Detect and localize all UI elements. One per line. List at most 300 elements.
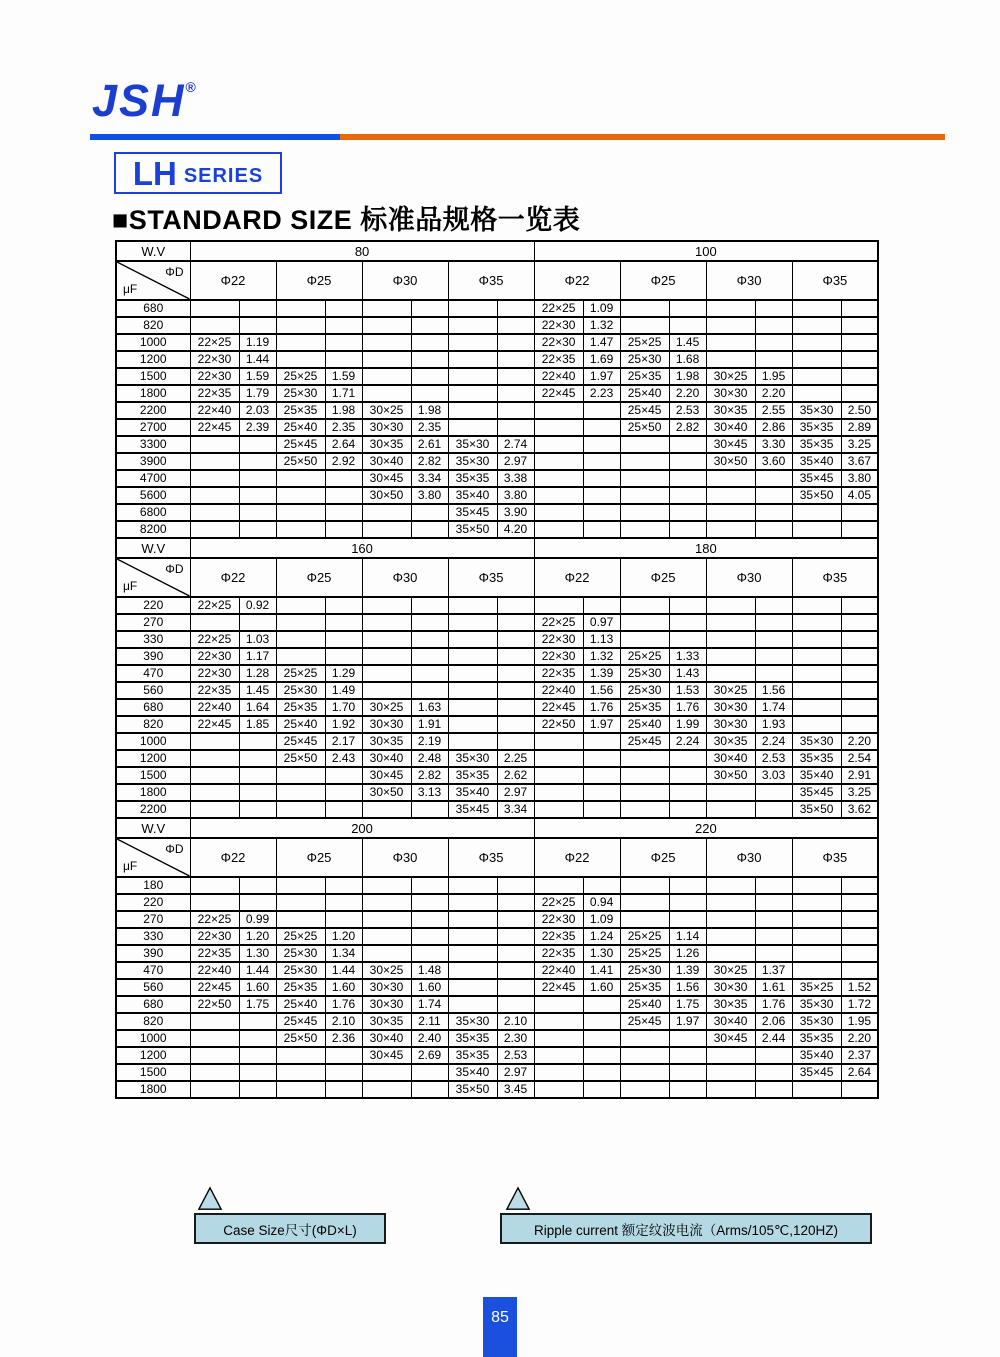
- ripple-current-cell: [411, 300, 448, 317]
- ripple-current-cell: 1.85: [239, 716, 276, 733]
- ripple-current-cell: 1.32: [583, 317, 620, 334]
- case-size-cell: [362, 928, 411, 945]
- case-size-cell: [276, 597, 325, 614]
- case-size-cell: [190, 1064, 239, 1081]
- ripple-current-cell: 1.97: [669, 1013, 706, 1030]
- ripple-current-cell: 1.03: [239, 631, 276, 648]
- case-size-cell: [706, 351, 755, 368]
- ripple-current-cell: [497, 402, 534, 419]
- ripple-current-cell: 2.97: [497, 453, 534, 470]
- case-size-cell: [190, 487, 239, 504]
- diagonal-header-cell: [116, 261, 190, 300]
- table-row: [116, 784, 878, 801]
- ripple-current-cell: 1.28: [239, 665, 276, 682]
- case-size-cell: 25×25: [620, 945, 669, 962]
- case-size-cell: [190, 614, 239, 631]
- case-size-cell: 30×30: [706, 385, 755, 402]
- ripple-current-cell: 1.98: [325, 402, 362, 419]
- case-size-cell: 35×40: [448, 784, 497, 801]
- case-size-cell: 30×40: [362, 453, 411, 470]
- ripple-current-cell: [239, 614, 276, 631]
- ripple-current-cell: 2.19: [411, 733, 448, 750]
- case-size-cell: 25×30: [620, 351, 669, 368]
- case-size-cell: 22×30: [534, 648, 583, 665]
- ripple-current-cell: 1.98: [669, 368, 706, 385]
- ripple-current-cell: [841, 648, 878, 665]
- case-size-cell: [190, 453, 239, 470]
- case-size-cell: 22×30: [190, 351, 239, 368]
- case-size-cell: 30×45: [362, 767, 411, 784]
- capacitance-cell: 1000: [116, 733, 190, 750]
- ripple-current-cell: [239, 784, 276, 801]
- case-size-cell: [534, 1030, 583, 1047]
- case-size-cell: 35×30: [792, 733, 841, 750]
- case-size-cell: [276, 334, 325, 351]
- case-size-cell: [276, 487, 325, 504]
- ripple-current-cell: [411, 631, 448, 648]
- case-size-cell: 25×45: [620, 402, 669, 419]
- capacitance-cell: 4700: [116, 470, 190, 487]
- case-size-cell: [620, 504, 669, 521]
- capacitance-cell: 1800: [116, 1081, 190, 1098]
- ripple-current-cell: 1.93: [755, 716, 792, 733]
- case-size-cell: [534, 767, 583, 784]
- ripple-current-cell: [411, 877, 448, 894]
- diameter-header-cell: Φ35: [792, 558, 878, 597]
- ripple-current-cell: [497, 699, 534, 716]
- case-size-cell: 35×35: [792, 436, 841, 453]
- ripple-current-cell: 1.45: [239, 682, 276, 699]
- ripple-current-cell: 2.20: [755, 385, 792, 402]
- ripple-current-cell: 3.38: [497, 470, 534, 487]
- diameter-header-cell: Φ22: [190, 261, 276, 300]
- case-size-cell: [620, 1030, 669, 1047]
- ripple-current-cell: 1.19: [239, 334, 276, 351]
- ripple-current-cell: [841, 877, 878, 894]
- ripple-current-cell: 2.89: [841, 419, 878, 436]
- ripple-current-cell: 2.82: [411, 453, 448, 470]
- case-size-cell: [620, 300, 669, 317]
- case-size-cell: [362, 894, 411, 911]
- diameter-header-cell: Φ30: [362, 558, 448, 597]
- ripple-current-cell: [669, 470, 706, 487]
- case-size-cell: [448, 402, 497, 419]
- table-row: [116, 877, 878, 894]
- standard-size-table: [115, 240, 879, 1099]
- table-row: [116, 419, 878, 436]
- working-voltage-row: [116, 818, 878, 838]
- ripple-current-cell: 3.34: [411, 470, 448, 487]
- ripple-current-cell: [669, 317, 706, 334]
- capacitance-cell: 180: [116, 877, 190, 894]
- case-size-cell: 35×30: [792, 996, 841, 1013]
- case-size-cell: 35×45: [448, 504, 497, 521]
- case-size-cell: [792, 682, 841, 699]
- case-size-cell: 35×30: [448, 1013, 497, 1030]
- ripple-current-cell: 2.69: [411, 1047, 448, 1064]
- ripple-current-cell: [239, 1064, 276, 1081]
- ripple-current-cell: 2.23: [583, 385, 620, 402]
- ripple-current-cell: 2.61: [411, 436, 448, 453]
- case-size-cell: [448, 631, 497, 648]
- ripple-current-cell: [239, 767, 276, 784]
- case-size-cell: 22×40: [534, 962, 583, 979]
- case-size-cell: 35×45: [792, 784, 841, 801]
- ripple-current-cell: 1.60: [411, 979, 448, 996]
- case-size-cell: 22×25: [534, 894, 583, 911]
- ripple-current-cell: [583, 402, 620, 419]
- table-row: [116, 1047, 878, 1064]
- ripple-current-cell: 2.20: [669, 385, 706, 402]
- capacitance-cell: 330: [116, 928, 190, 945]
- case-size-cell: 22×45: [190, 979, 239, 996]
- case-size-cell: [534, 1081, 583, 1098]
- case-size-cell: [620, 911, 669, 928]
- case-size-cell: [534, 504, 583, 521]
- case-size-cell: 22×35: [534, 928, 583, 945]
- ripple-current-cell: 3.80: [497, 487, 534, 504]
- ripple-current-cell: [239, 894, 276, 911]
- case-size-cell: [534, 750, 583, 767]
- table-row: [116, 801, 878, 818]
- table-row: [116, 1030, 878, 1047]
- ripple-current-cell: [325, 470, 362, 487]
- ripple-current-cell: [497, 665, 534, 682]
- ripple-current-cell: [325, 784, 362, 801]
- case-size-cell: 22×35: [534, 945, 583, 962]
- case-size-cell: [190, 300, 239, 317]
- table-row: [116, 351, 878, 368]
- case-size-cell: 30×35: [362, 733, 411, 750]
- capacitance-cell: 3300: [116, 436, 190, 453]
- case-size-cell: 22×40: [190, 699, 239, 716]
- case-size-cell: 22×35: [190, 682, 239, 699]
- case-size-cell: 35×35: [792, 419, 841, 436]
- ripple-current-cell: 1.95: [755, 368, 792, 385]
- case-size-cell: [276, 1047, 325, 1064]
- ripple-current-cell: [325, 1064, 362, 1081]
- ripple-current-cell: [239, 317, 276, 334]
- ripple-current-cell: [239, 1030, 276, 1047]
- case-size-cell: 30×30: [706, 979, 755, 996]
- ripple-current-cell: 2.97: [497, 784, 534, 801]
- diameter-header-cell: Φ22: [534, 261, 620, 300]
- case-size-cell: [190, 1013, 239, 1030]
- ripple-current-cell: [497, 996, 534, 1013]
- table-row: [116, 453, 878, 470]
- ripple-current-cell: [325, 521, 362, 538]
- case-size-cell: [534, 996, 583, 1013]
- case-size-cell: 35×50: [448, 521, 497, 538]
- ripple-current-cell: 1.56: [669, 979, 706, 996]
- ripple-current-cell: 2.03: [239, 402, 276, 419]
- capacitance-cell: 1200: [116, 750, 190, 767]
- diameter-header-cell: Φ22: [190, 838, 276, 877]
- table-row: [116, 1013, 878, 1030]
- capacitance-cell: 1200: [116, 351, 190, 368]
- ripple-current-cell: 1.44: [325, 962, 362, 979]
- table-row: [116, 928, 878, 945]
- ripple-current-cell: [583, 1064, 620, 1081]
- diameter-header-cell: Φ25: [276, 261, 362, 300]
- table-row: [116, 767, 878, 784]
- ripple-current-cell: [755, 351, 792, 368]
- ripple-current-cell: [669, 597, 706, 614]
- diameter-header-row: [116, 261, 878, 300]
- case-size-cell: 22×50: [534, 716, 583, 733]
- case-size-cell: 35×30: [448, 436, 497, 453]
- case-size-cell: [792, 716, 841, 733]
- ripple-current-cell: 2.54: [841, 750, 878, 767]
- ripple-current-cell: [669, 521, 706, 538]
- ripple-current-cell: 1.48: [411, 962, 448, 979]
- ripple-current-cell: 3.25: [841, 436, 878, 453]
- ripple-current-cell: [497, 368, 534, 385]
- ripple-current-cell: 1.29: [325, 665, 362, 682]
- case-size-cell: [620, 750, 669, 767]
- case-size-cell: [706, 911, 755, 928]
- case-size-cell: 22×35: [190, 945, 239, 962]
- ripple-current-cell: [239, 877, 276, 894]
- table-row: [116, 317, 878, 334]
- ripple-current-cell: [497, 385, 534, 402]
- diameter-header-cell: Φ25: [620, 558, 706, 597]
- diameter-header-cell: Φ22: [190, 558, 276, 597]
- page-number: 85: [483, 1297, 517, 1357]
- ripple-current-cell: 1.20: [239, 928, 276, 945]
- capacitance-cell: 1500: [116, 368, 190, 385]
- case-size-cell: [792, 521, 841, 538]
- voltage-header-cell: 200: [190, 818, 534, 838]
- case-size-cell: [534, 733, 583, 750]
- ripple-current-cell: [497, 877, 534, 894]
- case-size-cell: [448, 368, 497, 385]
- ripple-current-cell: [841, 699, 878, 716]
- ripple-current-cell: 2.35: [411, 419, 448, 436]
- case-size-cell: [534, 487, 583, 504]
- capacitance-cell: 470: [116, 962, 190, 979]
- header-rule-blue-segment: [90, 134, 340, 140]
- case-size-cell: [448, 665, 497, 682]
- table-row: [116, 521, 878, 538]
- case-size-cell: [448, 317, 497, 334]
- ripple-current-cell: [841, 682, 878, 699]
- case-size-cell: 22×35: [534, 351, 583, 368]
- case-size-cell: [362, 334, 411, 351]
- case-size-cell: 22×30: [190, 368, 239, 385]
- case-size-cell: 30×25: [362, 962, 411, 979]
- case-size-cell: [706, 945, 755, 962]
- ripple-current-cell: 2.30: [497, 1030, 534, 1047]
- diameter-header-cell: Φ35: [448, 558, 534, 597]
- case-size-cell: [276, 614, 325, 631]
- case-size-cell: 30×50: [362, 784, 411, 801]
- case-size-cell: 25×35: [620, 979, 669, 996]
- legend-ripple-current: Ripple current 额定纹波电流（Arms/105℃,120HZ): [500, 1213, 872, 1244]
- case-size-cell: 22×40: [190, 402, 239, 419]
- ripple-current-cell: [583, 996, 620, 1013]
- case-size-cell: [190, 894, 239, 911]
- case-size-cell: [276, 317, 325, 334]
- ripple-current-cell: [497, 894, 534, 911]
- diameter-header-cell: Φ35: [448, 838, 534, 877]
- case-size-cell: [706, 614, 755, 631]
- case-size-cell: 22×25: [190, 631, 239, 648]
- ripple-current-cell: 1.91: [411, 716, 448, 733]
- capacitance-cell: 560: [116, 979, 190, 996]
- ripple-current-cell: [669, 487, 706, 504]
- diameter-header-cell: Φ35: [792, 838, 878, 877]
- ripple-current-cell: 1.99: [669, 716, 706, 733]
- ripple-current-cell: [669, 1047, 706, 1064]
- table-row: [116, 894, 878, 911]
- case-size-cell: [792, 877, 841, 894]
- ripple-current-cell: [497, 419, 534, 436]
- ripple-current-cell: [239, 1081, 276, 1098]
- case-size-cell: [534, 521, 583, 538]
- ripple-current-cell: 2.82: [411, 767, 448, 784]
- ripple-current-cell: 2.64: [841, 1064, 878, 1081]
- ripple-current-cell: [841, 894, 878, 911]
- case-size-cell: [792, 597, 841, 614]
- ripple-current-cell: 2.10: [497, 1013, 534, 1030]
- case-size-cell: 22×25: [190, 911, 239, 928]
- case-size-cell: [620, 317, 669, 334]
- case-size-cell: [190, 1047, 239, 1064]
- ripple-current-cell: [497, 648, 534, 665]
- ripple-current-cell: [841, 597, 878, 614]
- ripple-current-cell: [669, 750, 706, 767]
- ripple-current-cell: 2.43: [325, 750, 362, 767]
- case-size-cell: [276, 504, 325, 521]
- ripple-current-cell: 1.70: [325, 699, 362, 716]
- ripple-current-cell: [841, 317, 878, 334]
- case-size-cell: 30×35: [362, 436, 411, 453]
- case-size-cell: [362, 614, 411, 631]
- ripple-current-cell: 1.30: [239, 945, 276, 962]
- ripple-current-cell: [325, 631, 362, 648]
- case-size-cell: [706, 300, 755, 317]
- table-row: [116, 733, 878, 750]
- capacitance-cell: 270: [116, 614, 190, 631]
- ripple-current-cell: [411, 682, 448, 699]
- ripple-current-cell: 2.48: [411, 750, 448, 767]
- case-size-cell: [534, 419, 583, 436]
- ripple-current-cell: [583, 801, 620, 818]
- table-row: [116, 1064, 878, 1081]
- case-size-cell: [792, 945, 841, 962]
- ripple-current-cell: 2.40: [411, 1030, 448, 1047]
- diameter-header-cell: Φ25: [620, 838, 706, 877]
- ripple-current-cell: 1.13: [583, 631, 620, 648]
- case-size-cell: [792, 614, 841, 631]
- ripple-current-cell: 1.75: [239, 996, 276, 1013]
- ripple-current-cell: 3.67: [841, 453, 878, 470]
- case-size-cell: 22×25: [534, 614, 583, 631]
- table-row: [116, 385, 878, 402]
- uf-unit-label: μF: [123, 579, 138, 593]
- ripple-current-cell: [669, 1030, 706, 1047]
- ripple-current-pointer-triangle-icon: [505, 1186, 531, 1211]
- ripple-current-cell: [583, 733, 620, 750]
- ripple-current-cell: [411, 385, 448, 402]
- case-size-cell: [448, 419, 497, 436]
- case-size-cell: [190, 521, 239, 538]
- case-size-cell: 30×30: [706, 699, 755, 716]
- ripple-current-cell: [755, 614, 792, 631]
- ripple-current-cell: [325, 894, 362, 911]
- ripple-current-cell: [841, 631, 878, 648]
- table-row: [116, 436, 878, 453]
- ripple-current-cell: [497, 317, 534, 334]
- ripple-current-cell: [325, 487, 362, 504]
- ripple-current-cell: [669, 911, 706, 928]
- capacitance-cell: 6800: [116, 504, 190, 521]
- ripple-current-cell: 2.39: [239, 419, 276, 436]
- ripple-current-cell: 1.76: [583, 699, 620, 716]
- series-badge: [114, 152, 282, 194]
- case-size-cell: 35×30: [448, 453, 497, 470]
- ripple-current-cell: [755, 801, 792, 818]
- ripple-current-cell: 0.99: [239, 911, 276, 928]
- ripple-current-cell: 1.39: [669, 962, 706, 979]
- ripple-current-cell: [239, 1047, 276, 1064]
- ripple-current-cell: [669, 631, 706, 648]
- voltage-header-cell: 180: [534, 538, 878, 558]
- ripple-current-cell: 1.14: [669, 928, 706, 945]
- case-size-cell: [792, 351, 841, 368]
- case-size-cell: [620, 1047, 669, 1064]
- capacitance-cell: 1000: [116, 1030, 190, 1047]
- legend-case-size: Case Size尺寸(ΦD×L): [194, 1213, 386, 1244]
- ripple-current-cell: [497, 300, 534, 317]
- case-size-cell: [706, 1047, 755, 1064]
- ripple-current-cell: 1.47: [583, 334, 620, 351]
- case-size-cell: 22×40: [190, 962, 239, 979]
- case-size-cell: [620, 453, 669, 470]
- case-size-cell: 25×45: [620, 1013, 669, 1030]
- case-size-cell: 22×30: [190, 665, 239, 682]
- ripple-current-cell: [669, 614, 706, 631]
- ripple-current-cell: 2.50: [841, 402, 878, 419]
- wv-header-cell: W.V: [116, 241, 190, 261]
- ripple-current-cell: [841, 716, 878, 733]
- case-size-cell: [706, 521, 755, 538]
- case-size-cell: [190, 1081, 239, 1098]
- case-size-cell: [620, 1064, 669, 1081]
- ripple-current-cell: [239, 1013, 276, 1030]
- case-size-cell: 35×35: [448, 470, 497, 487]
- case-size-cell: 30×35: [706, 733, 755, 750]
- ripple-current-cell: 3.03: [755, 767, 792, 784]
- case-size-cell: 25×50: [276, 1030, 325, 1047]
- ripple-current-cell: [411, 894, 448, 911]
- ripple-current-cell: 1.17: [239, 648, 276, 665]
- ripple-current-cell: 3.90: [497, 504, 534, 521]
- case-size-cell: [362, 300, 411, 317]
- case-size-cell: 35×30: [448, 750, 497, 767]
- uf-unit-label: μF: [123, 282, 138, 296]
- case-size-cell: [362, 1081, 411, 1098]
- ripple-current-cell: [497, 928, 534, 945]
- case-size-cell: [706, 801, 755, 818]
- ripple-current-cell: [755, 648, 792, 665]
- table-row: [116, 504, 878, 521]
- header-rule-orange-segment: [340, 134, 945, 140]
- ripple-current-cell: [325, 504, 362, 521]
- ripple-current-cell: 1.09: [583, 911, 620, 928]
- case-size-cell: 35×35: [792, 1030, 841, 1047]
